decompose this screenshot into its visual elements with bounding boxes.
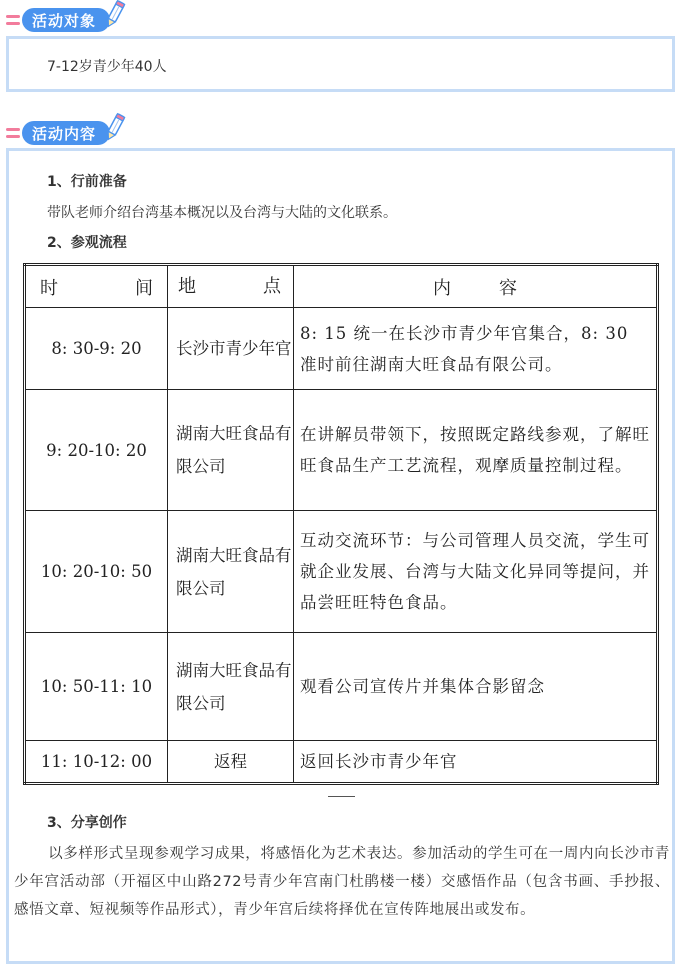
header-content-char2: 容 (499, 277, 565, 299)
section-header-content (6, 119, 126, 147)
menu-lines-icon (6, 15, 20, 25)
step3-body-text: 以多样形式呈现参观学习成果，将感悟化为艺术表达。参加活动的学生可在一周内向长沙市青少年宫活动部（开福区中山路272号青少年宫南门杜鹃楼一楼）交感悟作品（包含书画、手抄报、感悟文章、短视频等作品形式），青少年宫后续将择优在宣传阵地展出或发布。 (14, 846, 670, 918)
row-time: 10: 20-10: 50 (25, 511, 168, 633)
table-row (25, 308, 658, 390)
header-time-char1: 时 (40, 277, 58, 299)
pencil-icon (104, 112, 126, 142)
target-audience-box (6, 36, 675, 92)
header-place-char2: 点 (263, 276, 281, 297)
step1-title: 1、行前准备 (47, 174, 127, 190)
header-content-char1: 内 (433, 277, 499, 299)
header-time-char2: 间 (135, 277, 153, 299)
divider (328, 796, 355, 797)
row-content: 在讲解员带领下，按照既定路线参观，了解旺旺食品生产工艺流程，观摩质量控制过程。 (294, 390, 658, 511)
menu-lines-icon (6, 128, 20, 138)
row-time: 10: 50-11: 10 (25, 633, 168, 741)
row-time: 8: 30-9: 20 (25, 308, 168, 390)
row-place: 湖南大旺食品有限公司 (168, 633, 294, 741)
target-audience-text: 7-12岁青少年40人 (47, 59, 167, 75)
row-time: 9: 20-10: 20 (25, 390, 168, 511)
row-content: 8: 15 统一在长沙市青少年官集合，8: 30 准时前往湖南大旺食品有限公司。 (294, 308, 658, 390)
row-time: 11: 10-12: 00 (25, 741, 168, 784)
row-content: 返回长沙市青少年官 (294, 741, 658, 784)
step3-body (14, 840, 670, 924)
header-place (168, 265, 294, 308)
pencil-icon (104, 0, 126, 29)
row-place: 湖南大旺食品有限公司 (168, 511, 294, 633)
table-row (25, 390, 658, 511)
row-content: 观看公司宣传片并集体合影留念 (294, 633, 658, 741)
row-place: 返程 (168, 741, 294, 784)
step1-body: 带队老师介绍台湾基本概况以及台湾与大陆的文化联系。 (47, 205, 397, 221)
row-place: 长沙市青少年官 (168, 308, 294, 390)
row-place: 湖南大旺食品有限公司 (168, 390, 294, 511)
header-time (25, 265, 168, 308)
step3-title: 3、分享创作 (47, 815, 127, 831)
row-content: 互动交流环节：与公司管理人员交流，学生可就企业发展、台湾与大陆文化异同等提问，并品尝旺旺特色食品。 (294, 511, 658, 633)
header-content (294, 265, 658, 308)
table-row (25, 633, 658, 741)
section-title-target: 活动对象 (22, 8, 110, 32)
section-title-content: 活动内容 (22, 121, 110, 145)
step2-title: 2、参观流程 (47, 235, 127, 251)
table-row (25, 741, 658, 784)
section-header-target (6, 6, 126, 34)
header-place-char1: 地 (178, 276, 196, 297)
table-header-row (25, 265, 658, 308)
table-row (25, 511, 658, 633)
schedule-table (23, 263, 659, 785)
